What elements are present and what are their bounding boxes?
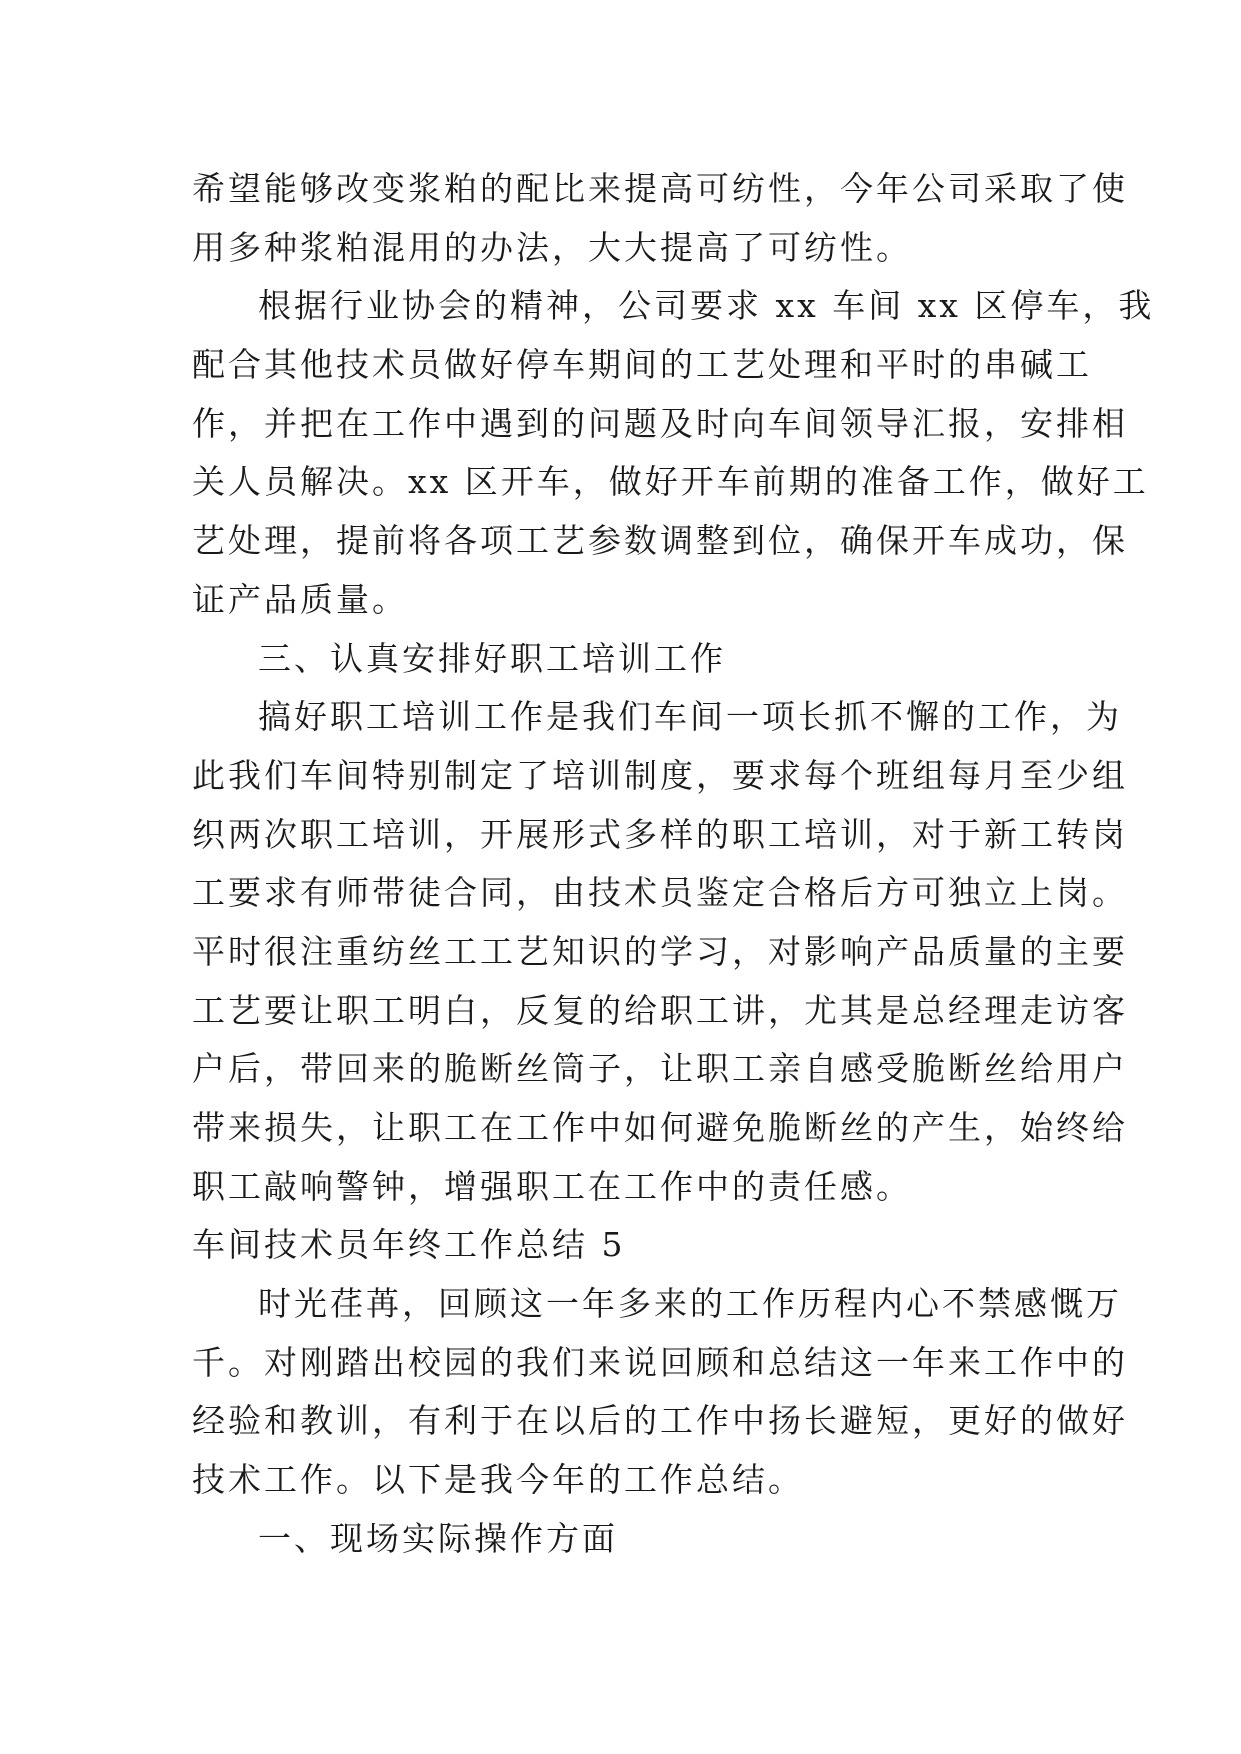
text-line: 证产品质量。: [192, 579, 408, 619]
paragraph-start-line: 搞好职工培训工作是我们车间一项长抓不懈的工作，为: [258, 697, 1122, 737]
document-body: [192, 160, 1155, 1569]
section-heading: 一、现场实际操作方面: [258, 1518, 618, 1558]
text-line: 带来损失，让职工在工作中如何避免脆断丝的产生，始终给: [192, 1108, 1128, 1147]
text-line: 此我们车间特别制定了培训制度，要求每个班组每月至少组: [192, 755, 1128, 795]
text-line: 用多种浆粕混用的办法，大大提高了可纺性。: [192, 227, 912, 267]
text-line: 工要求有师带徒合同，由技术员鉴定合格后方可独立上岗。: [192, 873, 1128, 913]
document-title: 车间技术员年终工作总结 5: [192, 1225, 626, 1265]
paragraph-start-line: 时光荏苒，回顾这一年多来的工作历程内心不禁感慨万: [258, 1284, 1122, 1324]
text-line: 配合其他技术员做好停车期间的工艺处理和平时的串碱工: [192, 345, 1092, 385]
text-line: 职工敲响警钟，增强职工在工作中的责任感。: [192, 1166, 912, 1206]
text-line: 千。对刚踏出校园的我们来说回顾和总结这一年来工作中的: [192, 1342, 1128, 1382]
text-line: 关人员解决。xx 区开车，做好开车前期的准备工作，做好工: [192, 462, 1149, 502]
paragraph-start-line: 根据行业协会的精神，公司要求 xx 车间 xx 区停车，我: [258, 286, 1155, 326]
text-line: 经验和教训，有利于在以后的工作中扬长避短，更好的做好: [192, 1401, 1128, 1441]
text-line: 希望能够改变浆粕的配比来提高可纺性，今年公司采取了使: [192, 169, 1128, 208]
text-line: 织两次职工培训，开展形式多样的职工培训，对于新工转岗: [192, 814, 1128, 854]
text-line: 工艺要让职工明白，反复的给职工讲，尤其是总经理走访客: [192, 990, 1128, 1030]
text-line: 艺处理，提前将各项工艺参数调整到位，确保开车成功，保: [192, 521, 1128, 561]
text-line: 作，并把在工作中遇到的问题及时向车间领导汇报，安排相: [192, 403, 1128, 443]
text-line: 平时很注重纺丝工工艺知识的学习，对影响产品质量的主要: [192, 931, 1128, 971]
section-heading: 三、认真安排好职工培训工作: [258, 638, 726, 678]
text-line: 技术工作。以下是我今年的工作总结。: [192, 1460, 804, 1500]
text-line: 户后，带回来的脆断丝筒子，让职工亲自感受脆断丝给用户: [192, 1049, 1128, 1089]
